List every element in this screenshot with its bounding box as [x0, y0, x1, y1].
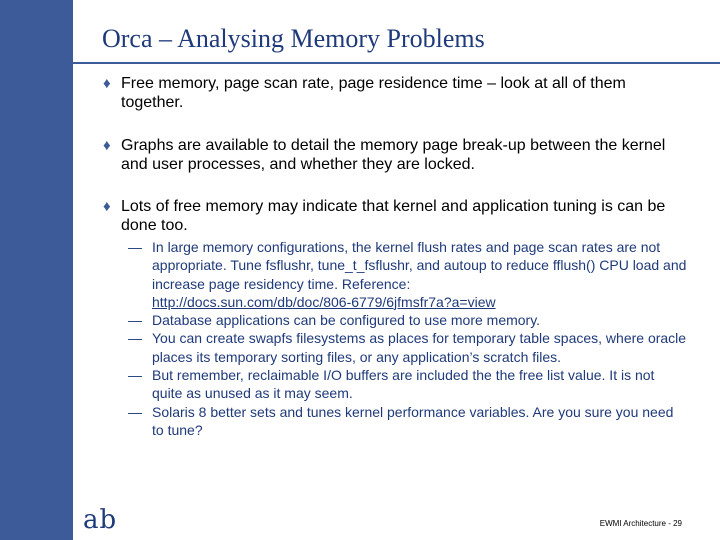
- bullet-text: Free memory, page scan rate, page residence time – look at all of them together.: [121, 75, 626, 111]
- footer-page-label: EWMI Architecture - 29: [599, 519, 682, 528]
- dash-bullet-icon: —: [128, 239, 142, 255]
- sub-bullet-text: Database applications can be configured to use more memory.: [152, 312, 541, 329]
- reference-link[interactable]: http://docs.sun.com/db/doc/806-6779/6jfmsfr7a?a=view: [152, 293, 496, 310]
- sub-bullet-item: [128, 311, 688, 329]
- dash-bullet-icon: —: [128, 312, 142, 329]
- sub-bullet-item: [128, 238, 688, 311]
- diamond-bullet-icon: ♦: [103, 198, 111, 215]
- logo-icon: ab: [83, 505, 118, 535]
- slide-title: Orca – Analysing Memory Problems: [102, 24, 485, 53]
- sub-bullet-item: [128, 366, 688, 403]
- sub-bullet-text: Solaris 8 better sets and tunes kernel performance variables. Are you sure you need to tune?: [152, 403, 674, 438]
- dash-bullet-icon: —: [128, 403, 142, 420]
- sub-bullet-text: In large memory configurations, the kernel flush rates and page scan rates are not appropriate. Tune fsflushr, tune_t_fsflushr, and autoup to reduce fflush() CPU load and increase page residency time. Reference:: [152, 239, 687, 292]
- bullet-item: [103, 197, 683, 235]
- diamond-bullet-icon: ♦: [103, 75, 111, 92]
- bullet-text: Lots of free memory may indicate that kernel and application tuning is can be done too.: [121, 198, 666, 234]
- sub-bullet-text: You can create swapfs filesystems as places for temporary table spaces, where oracle places its temporary sorting files, or any application’s scratch files.: [152, 330, 687, 365]
- bullet-item: [103, 74, 683, 112]
- title-underline: [24, 62, 720, 64]
- dash-bullet-icon: —: [128, 367, 142, 384]
- sub-bullet-text: But remember, reclaimable I/O buffers are included the the free list value. It is not quite as unused as it may seem.: [152, 367, 655, 402]
- sub-bullet-list: [128, 238, 688, 439]
- sub-bullet-item: [128, 403, 688, 440]
- bullet-item: [103, 136, 683, 174]
- sub-bullet-item: [128, 329, 688, 366]
- diamond-bullet-icon: ♦: [103, 137, 111, 154]
- bullet-text: Graphs are available to detail the memory page break-up between the kernel and user processes, and whether they are locked.: [121, 137, 666, 173]
- left-sidebar-band: [0, 0, 73, 540]
- dash-bullet-icon: —: [128, 330, 142, 347]
